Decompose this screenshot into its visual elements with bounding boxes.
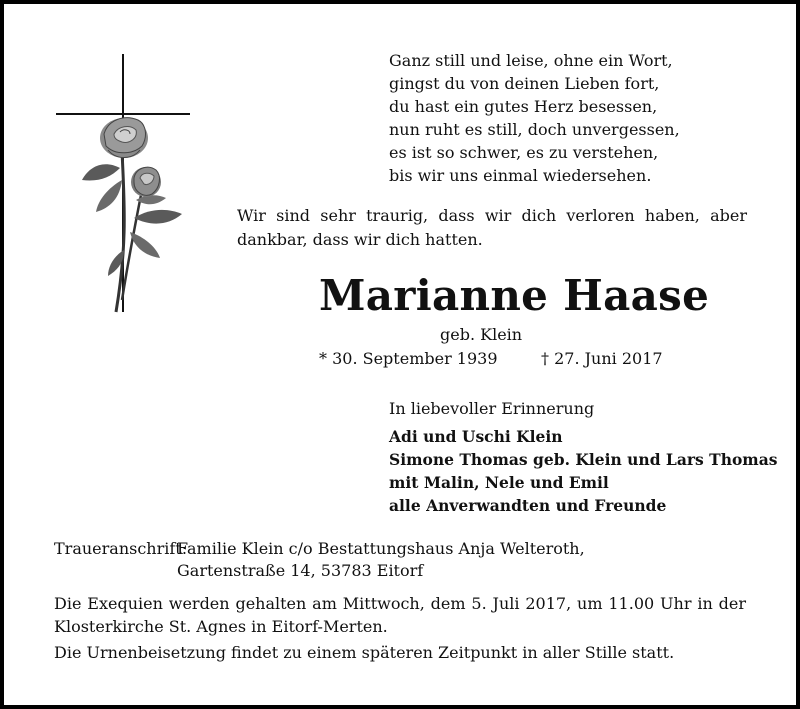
- exequien-text: Die Exequien werden gehalten am Mittwoch, dem 5. Juli 2017, um 11.00 Uhr in der Klosterkirche St. Agnes in Eitorf-Merten.: [54, 594, 746, 636]
- deceased-name: Marianne Haase: [319, 271, 710, 320]
- family-line: Adi und Uschi Klein: [389, 427, 563, 446]
- family-line: mit Malin, Nele und Emil: [389, 473, 609, 492]
- intro-text: Wir sind sehr traurig, dass wir dich verloren haben, aber dankbar, dass wir dich hatten.: [237, 206, 747, 249]
- family-line: Simone Thomas geb. Klein und Lars Thomas: [389, 450, 778, 469]
- urn-burial-text: Die Urnenbeisetzung findet zu einem späteren Zeitpunkt in aller Stille statt.: [54, 643, 675, 662]
- family-list: [389, 426, 777, 518]
- poem-line: bis wir uns einmal wiedersehen.: [389, 166, 652, 185]
- poem: [389, 50, 680, 188]
- poem-line: es ist so schwer, es zu verstehen,: [389, 143, 659, 162]
- address-line-1: Familie Klein c/o Bestattungshaus Anja Welteroth,: [177, 539, 585, 558]
- address-label: Traueranschrift:: [54, 539, 188, 558]
- death-date: † 27. Juni 2017: [541, 349, 663, 368]
- cross-with-roses-drawing: [50, 50, 200, 320]
- maiden-name: geb. Klein: [440, 325, 523, 344]
- family-line: alle Anverwandten und Freunde: [389, 496, 667, 515]
- memory-line: In liebevoller Erinnerung: [389, 399, 595, 418]
- poem-line: du hast ein gutes Herz besessen,: [389, 97, 658, 116]
- birth-date: * 30. September 1939: [319, 349, 498, 368]
- address-line-2: Gartenstraße 14, 53783 Eitorf: [177, 561, 424, 580]
- poem-line: nun ruht es still, doch unvergessen,: [389, 120, 680, 139]
- poem-line: Ganz still und leise, ohne ein Wort,: [389, 51, 673, 70]
- cross-with-roses-icon: [50, 50, 200, 320]
- poem-line: gingst du von deinen Lieben fort,: [389, 74, 660, 93]
